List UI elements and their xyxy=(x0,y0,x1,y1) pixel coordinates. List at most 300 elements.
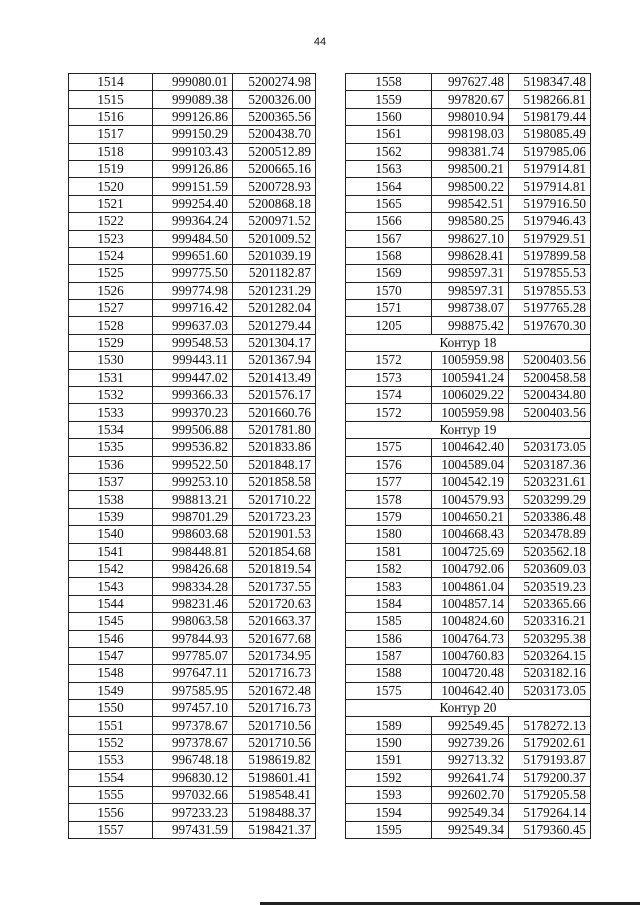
point-number-cell: 1544 xyxy=(69,595,153,612)
table-row xyxy=(69,387,316,404)
coordinates-table-left xyxy=(68,73,316,839)
y-coordinate-cell: 5200971.52 xyxy=(233,213,316,230)
y-coordinate-cell: 5201677.68 xyxy=(233,630,316,647)
table-row xyxy=(69,543,316,560)
x-coordinate-cell: 999150.29 xyxy=(153,126,233,143)
point-number-cell: 1557 xyxy=(69,821,153,838)
point-number-cell: 1581 xyxy=(346,543,432,560)
table-row xyxy=(69,491,316,508)
y-coordinate-cell: 5200365.56 xyxy=(233,108,316,125)
y-coordinate-cell: 5203231.61 xyxy=(509,473,591,490)
table-row xyxy=(69,421,316,438)
point-number-cell: 1552 xyxy=(69,734,153,751)
point-number-cell: 1570 xyxy=(346,282,432,299)
point-number-cell: 1589 xyxy=(346,717,432,734)
y-coordinate-cell: 5200868.18 xyxy=(233,195,316,212)
table-row xyxy=(346,126,591,143)
point-number-cell: 1585 xyxy=(346,613,432,630)
point-number-cell: 1564 xyxy=(346,178,432,195)
x-coordinate-cell: 1004642.40 xyxy=(432,439,509,456)
point-number-cell: 1525 xyxy=(69,265,153,282)
x-coordinate-cell: 998198.03 xyxy=(432,126,509,143)
table-row xyxy=(69,787,316,804)
table-row xyxy=(346,160,591,177)
table-row xyxy=(69,665,316,682)
page-number: 44 xyxy=(313,36,327,48)
x-coordinate-cell: 999254.40 xyxy=(153,195,233,212)
point-number-cell: 1537 xyxy=(69,473,153,490)
x-coordinate-cell: 999366.33 xyxy=(153,387,233,404)
y-coordinate-cell: 5201279.44 xyxy=(233,317,316,334)
y-coordinate-cell: 5200512.89 xyxy=(233,143,316,160)
table-row xyxy=(346,647,591,664)
x-coordinate-cell: 997378.67 xyxy=(153,734,233,751)
table-row xyxy=(346,473,591,490)
x-coordinate-cell: 999443.11 xyxy=(153,352,233,369)
table-row xyxy=(69,143,316,160)
table-row xyxy=(346,752,591,769)
y-coordinate-cell: 5179202.61 xyxy=(509,734,591,751)
x-coordinate-cell: 998597.31 xyxy=(432,282,509,299)
y-coordinate-cell: 5200458.58 xyxy=(509,369,591,386)
table-row xyxy=(69,108,316,125)
x-coordinate-cell: 1004642.40 xyxy=(432,682,509,699)
table-row xyxy=(346,404,591,421)
table-row xyxy=(69,717,316,734)
x-coordinate-cell: 992549.34 xyxy=(432,821,509,838)
table-row xyxy=(69,734,316,751)
y-coordinate-cell: 5179193.87 xyxy=(509,752,591,769)
table-row xyxy=(69,630,316,647)
y-coordinate-cell: 5201367.94 xyxy=(233,352,316,369)
y-coordinate-cell: 5200434.80 xyxy=(509,387,591,404)
y-coordinate-cell: 5198266.81 xyxy=(509,91,591,108)
point-number-cell: 1536 xyxy=(69,456,153,473)
coordinates-table-right xyxy=(345,73,591,839)
table-row xyxy=(346,213,591,230)
x-coordinate-cell: 998426.68 xyxy=(153,560,233,577)
table-row xyxy=(69,682,316,699)
y-coordinate-cell: 5179264.14 xyxy=(509,804,591,821)
x-coordinate-cell: 997378.67 xyxy=(153,717,233,734)
y-coordinate-cell: 5201737.55 xyxy=(233,578,316,595)
x-coordinate-cell: 999536.82 xyxy=(153,439,233,456)
point-number-cell: 1543 xyxy=(69,578,153,595)
y-coordinate-cell: 5197916.50 xyxy=(509,195,591,212)
x-coordinate-cell: 998603.68 xyxy=(153,526,233,543)
x-coordinate-cell: 997647.11 xyxy=(153,665,233,682)
table-row xyxy=(69,578,316,595)
table-row xyxy=(69,91,316,108)
table-row xyxy=(69,526,316,543)
table-row xyxy=(69,126,316,143)
y-coordinate-cell: 5201231.29 xyxy=(233,282,316,299)
x-coordinate-cell: 1006029.22 xyxy=(432,387,509,404)
table-row xyxy=(69,352,316,369)
y-coordinate-cell: 5203519.23 xyxy=(509,578,591,595)
y-coordinate-cell: 5203182.16 xyxy=(509,665,591,682)
y-coordinate-cell: 5201901.53 xyxy=(233,526,316,543)
table-row xyxy=(346,682,591,699)
table-row xyxy=(346,560,591,577)
y-coordinate-cell: 5201413.49 xyxy=(233,369,316,386)
x-coordinate-cell: 999506.88 xyxy=(153,421,233,438)
point-number-cell: 1517 xyxy=(69,126,153,143)
y-coordinate-cell: 5201710.56 xyxy=(233,717,316,734)
x-coordinate-cell: 998813.21 xyxy=(153,491,233,508)
y-coordinate-cell: 5201660.76 xyxy=(233,404,316,421)
x-coordinate-cell: 997820.67 xyxy=(432,91,509,108)
x-coordinate-cell: 997844.93 xyxy=(153,630,233,647)
point-number-cell: 1573 xyxy=(346,369,432,386)
table-row xyxy=(346,317,591,334)
y-coordinate-cell: 5198421.37 xyxy=(233,821,316,838)
point-number-cell: 1586 xyxy=(346,630,432,647)
table-row xyxy=(69,317,316,334)
x-coordinate-cell: 997457.10 xyxy=(153,700,233,717)
y-coordinate-cell: 5201854.68 xyxy=(233,543,316,560)
y-coordinate-cell: 5201819.54 xyxy=(233,560,316,577)
point-number-cell: 1584 xyxy=(346,595,432,612)
table-row xyxy=(69,247,316,264)
y-coordinate-cell: 5201716.73 xyxy=(233,700,316,717)
y-coordinate-cell: 5200665.16 xyxy=(233,160,316,177)
y-coordinate-cell: 5179200.37 xyxy=(509,769,591,786)
table-row xyxy=(69,334,316,351)
x-coordinate-cell: 999651.60 xyxy=(153,247,233,264)
x-coordinate-cell: 998701.29 xyxy=(153,508,233,525)
y-coordinate-cell: 5200274.98 xyxy=(233,74,316,91)
y-coordinate-cell: 5201282.04 xyxy=(233,300,316,317)
y-coordinate-cell: 5198601.41 xyxy=(233,769,316,786)
point-number-cell: 1568 xyxy=(346,247,432,264)
x-coordinate-cell: 998334.28 xyxy=(153,578,233,595)
x-coordinate-cell: 999364.24 xyxy=(153,213,233,230)
table-row xyxy=(346,821,591,838)
x-coordinate-cell: 999637.03 xyxy=(153,317,233,334)
y-coordinate-cell: 5201781.80 xyxy=(233,421,316,438)
y-coordinate-cell: 5201576.17 xyxy=(233,387,316,404)
point-number-cell: 1554 xyxy=(69,769,153,786)
x-coordinate-cell: 1004861.04 xyxy=(432,578,509,595)
point-number-cell: 1539 xyxy=(69,508,153,525)
table-row xyxy=(346,230,591,247)
point-number-cell: 1582 xyxy=(346,560,432,577)
point-number-cell: 1578 xyxy=(346,491,432,508)
table-row xyxy=(346,595,591,612)
point-number-cell: 1529 xyxy=(69,334,153,351)
y-coordinate-cell: 5197914.81 xyxy=(509,178,591,195)
x-coordinate-cell: 997585.95 xyxy=(153,682,233,699)
x-coordinate-cell: 1005941.24 xyxy=(432,369,509,386)
point-number-cell: 1571 xyxy=(346,300,432,317)
x-coordinate-cell: 997233.23 xyxy=(153,804,233,821)
table-row xyxy=(346,108,591,125)
point-number-cell: 1546 xyxy=(69,630,153,647)
point-number-cell: 1595 xyxy=(346,821,432,838)
point-number-cell: 1522 xyxy=(69,213,153,230)
table-row xyxy=(69,821,316,838)
x-coordinate-cell: 998500.22 xyxy=(432,178,509,195)
x-coordinate-cell: 1004824.60 xyxy=(432,613,509,630)
table-row xyxy=(346,456,591,473)
table-row xyxy=(69,769,316,786)
table-row xyxy=(346,282,591,299)
point-number-cell: 1518 xyxy=(69,143,153,160)
y-coordinate-cell: 5203264.15 xyxy=(509,647,591,664)
table-row xyxy=(346,804,591,821)
point-number-cell: 1514 xyxy=(69,74,153,91)
point-number-cell: 1531 xyxy=(69,369,153,386)
table-row xyxy=(346,74,591,91)
table-row xyxy=(346,665,591,682)
x-coordinate-cell: 1004760.83 xyxy=(432,647,509,664)
y-coordinate-cell: 5203173.05 xyxy=(509,682,591,699)
point-number-cell: 1572 xyxy=(346,404,432,421)
x-coordinate-cell: 999126.86 xyxy=(153,108,233,125)
x-coordinate-cell: 1004720.48 xyxy=(432,665,509,682)
point-number-cell: 1579 xyxy=(346,508,432,525)
point-number-cell: 1577 xyxy=(346,473,432,490)
point-number-cell: 1534 xyxy=(69,421,153,438)
point-number-cell: 1542 xyxy=(69,560,153,577)
table-row xyxy=(346,91,591,108)
y-coordinate-cell: 5203365.66 xyxy=(509,595,591,612)
contour-header-row xyxy=(346,700,591,717)
point-number-cell: 1575 xyxy=(346,439,432,456)
point-number-cell: 1528 xyxy=(69,317,153,334)
point-number-cell: 1556 xyxy=(69,804,153,821)
y-coordinate-cell: 5203386.48 xyxy=(509,508,591,525)
x-coordinate-cell: 999447.02 xyxy=(153,369,233,386)
x-coordinate-cell: 1004579.93 xyxy=(432,491,509,508)
x-coordinate-cell: 998597.31 xyxy=(432,265,509,282)
point-number-cell: 1561 xyxy=(346,126,432,143)
x-coordinate-cell: 998627.10 xyxy=(432,230,509,247)
x-coordinate-cell: 996748.18 xyxy=(153,752,233,769)
y-coordinate-cell: 5203299.29 xyxy=(509,491,591,508)
point-number-cell: 1590 xyxy=(346,734,432,751)
table-row xyxy=(69,456,316,473)
point-number-cell: 1535 xyxy=(69,439,153,456)
point-number-cell: 1523 xyxy=(69,230,153,247)
x-coordinate-cell: 997785.07 xyxy=(153,647,233,664)
table-row xyxy=(346,300,591,317)
x-coordinate-cell: 1004764.73 xyxy=(432,630,509,647)
x-coordinate-cell: 999126.86 xyxy=(153,160,233,177)
point-number-cell: 1549 xyxy=(69,682,153,699)
point-number-cell: 1526 xyxy=(69,282,153,299)
y-coordinate-cell: 5200403.56 xyxy=(509,404,591,421)
x-coordinate-cell: 999716.42 xyxy=(153,300,233,317)
contour-label: Контур 18 xyxy=(346,334,591,351)
y-coordinate-cell: 5198179.44 xyxy=(509,108,591,125)
table-row xyxy=(69,213,316,230)
table-row xyxy=(346,717,591,734)
point-number-cell: 1530 xyxy=(69,352,153,369)
point-number-cell: 1524 xyxy=(69,247,153,264)
y-coordinate-cell: 5201039.19 xyxy=(233,247,316,264)
x-coordinate-cell: 1004542.19 xyxy=(432,473,509,490)
table-row xyxy=(69,404,316,421)
point-number-cell: 1583 xyxy=(346,578,432,595)
table-row xyxy=(69,369,316,386)
point-number-cell: 1558 xyxy=(346,74,432,91)
y-coordinate-cell: 5201858.58 xyxy=(233,473,316,490)
y-coordinate-cell: 5179360.45 xyxy=(509,821,591,838)
point-number-cell: 1515 xyxy=(69,91,153,108)
x-coordinate-cell: 999774.98 xyxy=(153,282,233,299)
y-coordinate-cell: 5201710.56 xyxy=(233,734,316,751)
point-number-cell: 1555 xyxy=(69,787,153,804)
contour-label: Контур 19 xyxy=(346,421,591,438)
y-coordinate-cell: 5203316.21 xyxy=(509,613,591,630)
point-number-cell: 1592 xyxy=(346,769,432,786)
point-number-cell: 1532 xyxy=(69,387,153,404)
x-coordinate-cell: 999548.53 xyxy=(153,334,233,351)
contour-label: Контур 20 xyxy=(346,700,591,717)
y-coordinate-cell: 5198488.37 xyxy=(233,804,316,821)
table-row xyxy=(69,160,316,177)
point-number-cell: 1562 xyxy=(346,143,432,160)
point-number-cell: 1545 xyxy=(69,613,153,630)
y-coordinate-cell: 5201009.52 xyxy=(233,230,316,247)
x-coordinate-cell: 999253.10 xyxy=(153,473,233,490)
table-row xyxy=(69,752,316,769)
table-row xyxy=(346,734,591,751)
y-coordinate-cell: 5198548.41 xyxy=(233,787,316,804)
table-row xyxy=(346,769,591,786)
table-row xyxy=(346,439,591,456)
x-coordinate-cell: 992739.26 xyxy=(432,734,509,751)
point-number-cell: 1516 xyxy=(69,108,153,125)
y-coordinate-cell: 5197929.51 xyxy=(509,230,591,247)
x-coordinate-cell: 999080.01 xyxy=(153,74,233,91)
table-row xyxy=(69,647,316,664)
table-row xyxy=(346,613,591,630)
table-row xyxy=(346,787,591,804)
y-coordinate-cell: 5197765.28 xyxy=(509,300,591,317)
point-number-cell: 1527 xyxy=(69,300,153,317)
y-coordinate-cell: 5197855.53 xyxy=(509,282,591,299)
point-number-cell: 1540 xyxy=(69,526,153,543)
table-row xyxy=(69,178,316,195)
x-coordinate-cell: 998381.74 xyxy=(432,143,509,160)
point-number-cell: 1580 xyxy=(346,526,432,543)
point-number-cell: 1553 xyxy=(69,752,153,769)
x-coordinate-cell: 998448.81 xyxy=(153,543,233,560)
y-coordinate-cell: 5203173.05 xyxy=(509,439,591,456)
y-coordinate-cell: 5198085.49 xyxy=(509,126,591,143)
x-coordinate-cell: 998231.46 xyxy=(153,595,233,612)
x-coordinate-cell: 998542.51 xyxy=(432,195,509,212)
x-coordinate-cell: 992602.70 xyxy=(432,787,509,804)
y-coordinate-cell: 5201848.17 xyxy=(233,456,316,473)
y-coordinate-cell: 5203562.18 xyxy=(509,543,591,560)
y-coordinate-cell: 5197899.58 xyxy=(509,247,591,264)
x-coordinate-cell: 1005959.98 xyxy=(432,352,509,369)
point-number-cell: 1569 xyxy=(346,265,432,282)
x-coordinate-cell: 996830.12 xyxy=(153,769,233,786)
table-row xyxy=(346,178,591,195)
y-coordinate-cell: 5201182.87 xyxy=(233,265,316,282)
table-row xyxy=(69,74,316,91)
point-number-cell: 1575 xyxy=(346,682,432,699)
point-number-cell: 1565 xyxy=(346,195,432,212)
table-row xyxy=(346,491,591,508)
point-number-cell: 1520 xyxy=(69,178,153,195)
table-row xyxy=(346,352,591,369)
point-number-cell: 1574 xyxy=(346,387,432,404)
point-number-cell: 1560 xyxy=(346,108,432,125)
table-row xyxy=(346,543,591,560)
point-number-cell: 1566 xyxy=(346,213,432,230)
y-coordinate-cell: 5200728.93 xyxy=(233,178,316,195)
x-coordinate-cell: 1004650.21 xyxy=(432,508,509,525)
x-coordinate-cell: 1004857.14 xyxy=(432,595,509,612)
point-number-cell: 1538 xyxy=(69,491,153,508)
x-coordinate-cell: 999151.59 xyxy=(153,178,233,195)
x-coordinate-cell: 1004668.43 xyxy=(432,526,509,543)
point-number-cell: 1563 xyxy=(346,160,432,177)
y-coordinate-cell: 5201734.95 xyxy=(233,647,316,664)
x-coordinate-cell: 997627.48 xyxy=(432,74,509,91)
point-number-cell: 1594 xyxy=(346,804,432,821)
table-row xyxy=(346,630,591,647)
y-coordinate-cell: 5203609.03 xyxy=(509,560,591,577)
point-number-cell: 1519 xyxy=(69,160,153,177)
y-coordinate-cell: 5198619.82 xyxy=(233,752,316,769)
table-row xyxy=(346,143,591,160)
point-number-cell: 1588 xyxy=(346,665,432,682)
x-coordinate-cell: 997032.66 xyxy=(153,787,233,804)
point-number-cell: 1533 xyxy=(69,404,153,421)
table-row xyxy=(69,265,316,282)
x-coordinate-cell: 999522.50 xyxy=(153,456,233,473)
x-coordinate-cell: 1004725.69 xyxy=(432,543,509,560)
table-row xyxy=(69,439,316,456)
point-number-cell: 1551 xyxy=(69,717,153,734)
contour-header-row xyxy=(346,421,591,438)
point-number-cell: 1559 xyxy=(346,91,432,108)
table-row xyxy=(346,526,591,543)
table-row xyxy=(69,700,316,717)
y-coordinate-cell: 5197670.30 xyxy=(509,317,591,334)
table-row xyxy=(346,247,591,264)
y-coordinate-cell: 5201672.48 xyxy=(233,682,316,699)
point-number-cell: 1567 xyxy=(346,230,432,247)
y-coordinate-cell: 5201833.86 xyxy=(233,439,316,456)
table-row xyxy=(346,387,591,404)
x-coordinate-cell: 992641.74 xyxy=(432,769,509,786)
y-coordinate-cell: 5201716.73 xyxy=(233,665,316,682)
y-coordinate-cell: 5201723.23 xyxy=(233,508,316,525)
point-number-cell: 1205 xyxy=(346,317,432,334)
table-row xyxy=(69,282,316,299)
point-number-cell: 1593 xyxy=(346,787,432,804)
y-coordinate-cell: 5201710.22 xyxy=(233,491,316,508)
x-coordinate-cell: 999775.50 xyxy=(153,265,233,282)
y-coordinate-cell: 5201720.63 xyxy=(233,595,316,612)
x-coordinate-cell: 1004589.04 xyxy=(432,456,509,473)
y-coordinate-cell: 5203295.38 xyxy=(509,630,591,647)
x-coordinate-cell: 998628.41 xyxy=(432,247,509,264)
point-number-cell: 1521 xyxy=(69,195,153,212)
y-coordinate-cell: 5178272.13 xyxy=(509,717,591,734)
y-coordinate-cell: 5203187.36 xyxy=(509,456,591,473)
x-coordinate-cell: 999484.50 xyxy=(153,230,233,247)
point-number-cell: 1591 xyxy=(346,752,432,769)
